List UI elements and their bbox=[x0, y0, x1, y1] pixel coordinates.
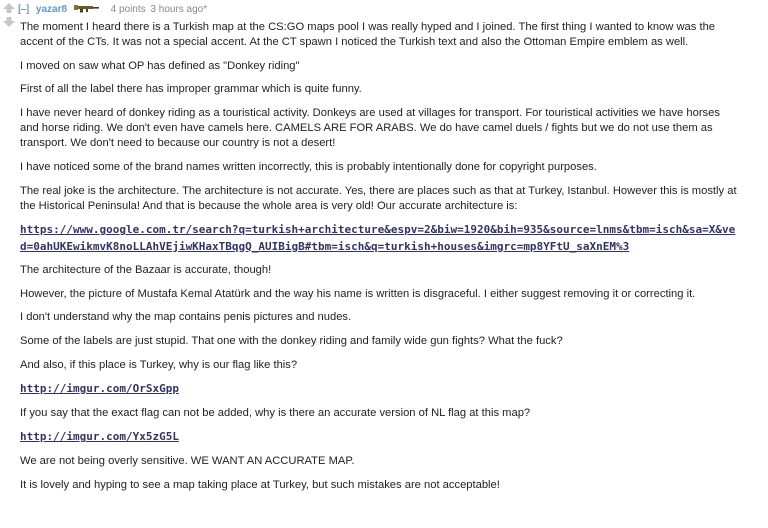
comment-paragraph: The architecture of the Bazaar is accurate, though! bbox=[20, 264, 272, 277]
comment-paragraph: The moment I heard there is a Turkish map at the CS:GO maps pool I was really hyped and I joined. The first thing I wanted to know was the accent of the CTs. It was not a special accent. At the CT spawn I noticed the Turkish text and also the Ottoman Empire emblem as well. bbox=[20, 21, 716, 49]
comment-body bbox=[20, 20, 740, 501]
author-link[interactable]: yazar8 bbox=[35, 4, 68, 15]
comment-paragraph: I don't understand why the map contains penis pictures and nudes. bbox=[20, 311, 352, 324]
link-paragraph bbox=[20, 429, 740, 445]
link-paragraph bbox=[20, 381, 740, 397]
link-paragraph bbox=[20, 222, 740, 254]
comment-paragraph: I have noticed some of the brand names written incorrectly, this is probably intentionally done for copyright purposes. bbox=[20, 160, 597, 173]
collapse-button[interactable]: [–] bbox=[18, 4, 30, 15]
comment-paragraph: We are not being overly sensitive. WE WANT AN ACCURATE MAP. bbox=[20, 454, 355, 467]
comment-paragraph: If you say that the exact flag can not be added, why is there an accurate version of NL flag at this map? bbox=[20, 406, 531, 419]
downvote-arrow-icon[interactable] bbox=[2, 16, 16, 28]
comment-paragraph: However, the picture of Mustafa Kemal Atatürk and the way his name is written is disgraceful. I either suggest removing it or correcting it. bbox=[20, 287, 696, 300]
comment-score: 4 points bbox=[110, 4, 146, 15]
comment-tagline bbox=[18, 2, 207, 18]
vote-column bbox=[2, 2, 16, 28]
upvote-arrow-icon[interactable] bbox=[2, 2, 16, 14]
flag-image-link[interactable]: http://imgur.com/OrSxGpp bbox=[20, 382, 179, 396]
comment-paragraph: Some of the labels are just stupid. That one with the donkey riding and family wide gun fights? What the fuck? bbox=[20, 334, 563, 347]
comment-paragraph: And also, if this place is Turkey, why is our flag like this? bbox=[20, 358, 298, 371]
comment-time: 3 hours ago* bbox=[150, 4, 208, 15]
comment-paragraph: I moved on saw what OP has defined as "Donkey riding" bbox=[20, 59, 300, 72]
architecture-link[interactable]: https://www.google.com.tr/search?q=turkish+architecture&espv=2&biw=1920&bih=935&source=lnms&tbm=isch&sa=X&ved=0ahUKEwikmvK8noLLAhVEjiwKHaxTBqgQ_AUIBigB#tbm=isch&q=turkish+houses&imgrc=mp8YFtU_saXnEM%3 bbox=[20, 223, 736, 253]
comment-paragraph: The real joke is the architecture. The architecture is not accurate. Yes, there are places such as that at Turkey, Istanbul. However this is mostly at the Historical Peninsula! And that is because the whole area is very old! Our accurate architecture is: bbox=[20, 184, 737, 212]
nl-flag-image-link[interactable]: http://imgur.com/Yx5zG5L bbox=[20, 430, 179, 444]
rifle-flair-icon bbox=[74, 3, 100, 13]
comment-paragraph: It is lovely and hyping to see a map taking place at Turkey, but such mistakes are not acceptable! bbox=[20, 478, 500, 491]
comment-paragraph: I have never heard of donkey riding as a touristical activity. Donkeys are used at villages for transport. For touristical activities we have horses and horse riding. We don't even have camels here. CAMELS ARE FOR ARABS. We do have camel duels / fights but we do not use them as transport. We don't need to because our country is not a desert! bbox=[20, 106, 720, 150]
comment-paragraph: First of all the label there has improper grammar which is quite funny. bbox=[20, 83, 362, 96]
